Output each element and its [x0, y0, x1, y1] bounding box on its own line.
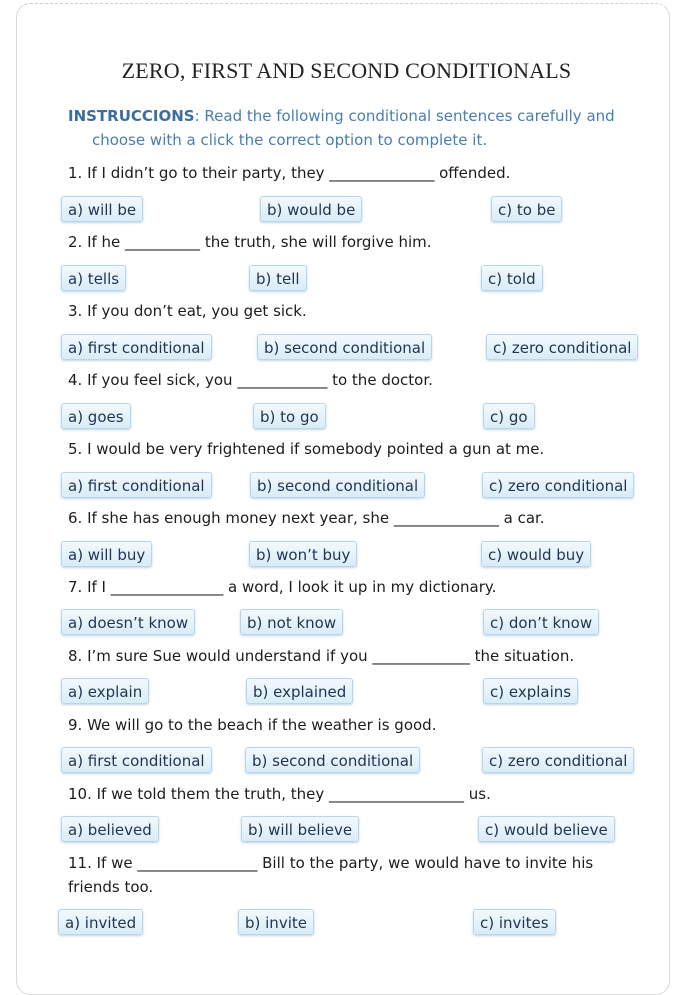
option-5b[interactable]: b) second conditional [250, 472, 425, 498]
option-10b[interactable]: b) will believe [241, 816, 359, 842]
option-1a[interactable]: a) will be [61, 196, 143, 222]
option-8c[interactable]: c) explains [483, 678, 578, 704]
option-7c[interactable]: c) don’t know [483, 609, 599, 635]
instructions-line2: choose with a click the correct option to complete it. [92, 131, 488, 149]
option-5a[interactable]: a) first conditional [61, 472, 212, 498]
option-9a[interactable]: a) first conditional [61, 747, 212, 773]
option-7b[interactable]: b) not know [240, 609, 343, 635]
page-title: ZERO, FIRST AND SECOND CONDITIONALS [121, 58, 572, 83]
option-7a[interactable]: a) doesn’t know [61, 609, 195, 635]
option-8a[interactable]: a) explain [61, 678, 149, 704]
question-10: 10. If we told them the truth, they __________________ us. [68, 785, 491, 803]
option-9b[interactable]: b) second conditional [245, 747, 420, 773]
option-4a[interactable]: a) goes [61, 403, 131, 429]
option-3c[interactable]: c) zero conditional [486, 334, 638, 360]
option-11a[interactable]: a) invited [58, 909, 143, 935]
question-7: 7. If I _______________ a word, I look it up in my dictionary. [68, 578, 497, 596]
option-2c[interactable]: c) told [481, 265, 543, 291]
question-9: 9. We will go to the beach if the weather is good. [68, 716, 437, 734]
option-11b[interactable]: b) invite [238, 909, 314, 935]
question-4: 4. If you feel sick, you ____________ to the doctor. [68, 371, 433, 389]
option-3b[interactable]: b) second conditional [257, 334, 432, 360]
question-6: 6. If she has enough money next year, she ______________ a car. [68, 509, 545, 527]
option-1c[interactable]: c) to be [491, 196, 562, 222]
option-3a[interactable]: a) first conditional [61, 334, 212, 360]
option-4c[interactable]: c) go [483, 403, 535, 429]
question-8: 8. I’m sure Sue would understand if you _____________ the situation. [68, 647, 575, 665]
option-2b[interactable]: b) tell [249, 265, 307, 291]
option-4b[interactable]: b) to go [253, 403, 326, 429]
question-11: 11. If we ________________ Bill to the party, we would have to invite his friends too. [68, 854, 594, 896]
option-8b[interactable]: b) explained [246, 678, 353, 704]
question-5: 5. I would be very frightened if somebody pointed a gun at me. [68, 440, 545, 458]
option-5c[interactable]: c) zero conditional [482, 472, 634, 498]
option-11c[interactable]: c) invites [473, 909, 556, 935]
question-1: 1. If I didn’t go to their party, they ______________ offended. [68, 164, 511, 182]
option-10c[interactable]: c) would believe [478, 816, 615, 842]
option-1b[interactable]: b) would be [260, 196, 362, 222]
instructions [68, 104, 628, 152]
instructions-line1: : Read the following conditional sentences carefully and [194, 107, 615, 125]
option-9c[interactable]: c) zero conditional [482, 747, 634, 773]
instructions-label: INSTRUCCIONS [68, 107, 195, 125]
option-6c[interactable]: c) would buy [481, 541, 591, 567]
option-2a[interactable]: a) tells [61, 265, 126, 291]
option-6a[interactable]: a) will buy [61, 541, 152, 567]
option-6b[interactable]: b) won’t buy [249, 541, 357, 567]
question-2: 2. If he __________ the truth, she will forgive him. [68, 233, 432, 251]
option-10a[interactable]: a) believed [61, 816, 159, 842]
question-3: 3. If you don’t eat, you get sick. [68, 302, 307, 320]
